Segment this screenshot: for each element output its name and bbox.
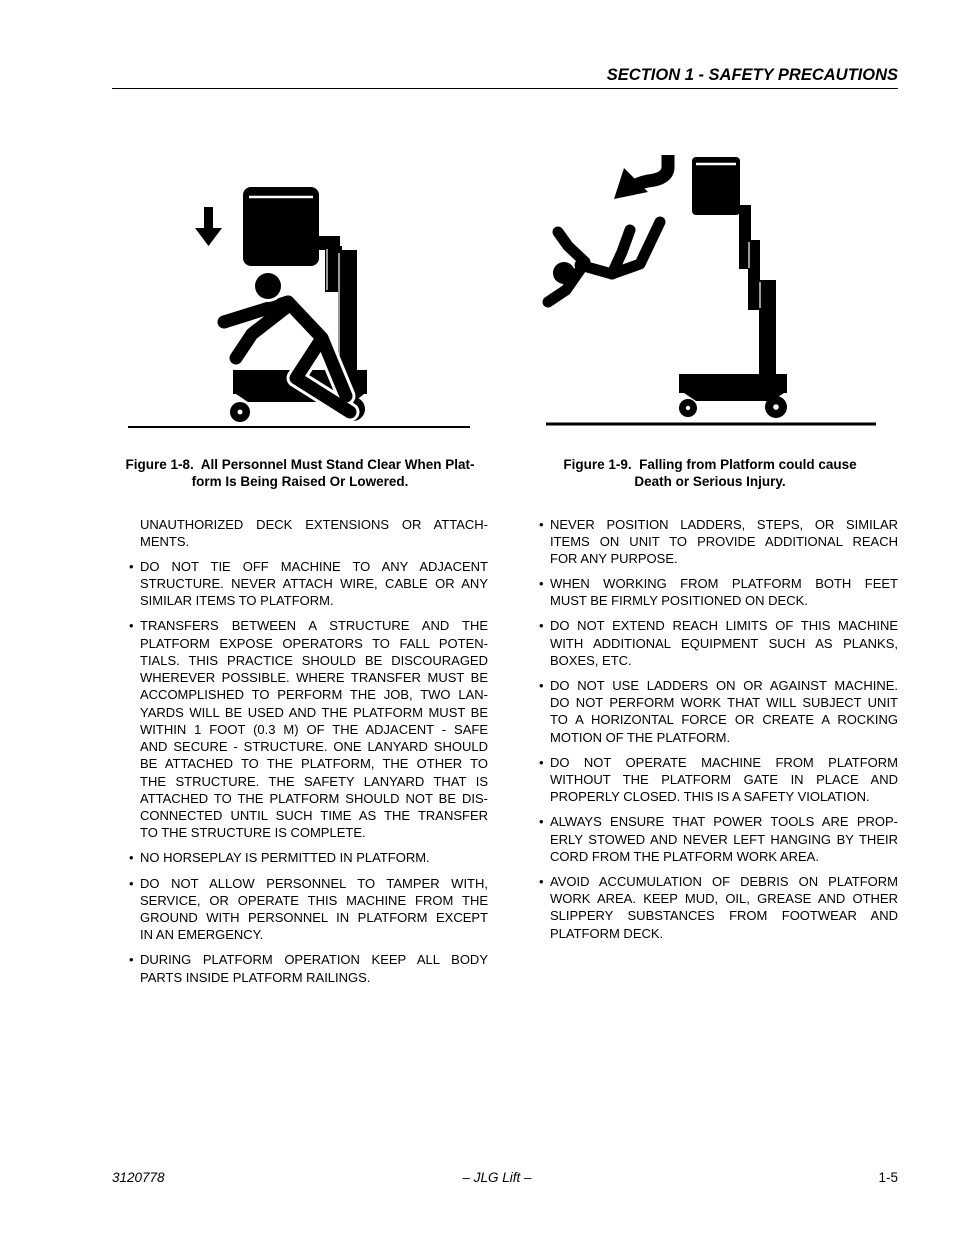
text-line: BOXES, ETC. (550, 652, 632, 668)
bullet-glyph: • (539, 576, 544, 592)
text-line: MENTS. (140, 533, 190, 549)
text-line: SERVICE, OR OPERATE THIS MACHINE FROM THE (140, 892, 488, 908)
text-line: PROPERLY CLOSED. THIS IS A SAFETY VIOLATION. (550, 789, 870, 805)
text-line: DO NOT TIE OFF MACHINE TO ANY ADJACENT (140, 558, 488, 574)
bullet-glyph: • (539, 618, 544, 634)
text-line: THE STRUCTURE. THE SAFETY LANYARD THAT IS (140, 773, 488, 789)
text-line: MOTION OF THE PLATFORM. (550, 729, 731, 745)
falling-person-icon (548, 222, 660, 302)
wheel (230, 402, 250, 422)
bullet-glyph: • (539, 677, 544, 693)
footer-publisher: – JLG Lift – (462, 1170, 532, 1185)
text-line: YARDS WILL BE USED AND THE PLATFORM MUST BE (140, 704, 488, 720)
bullet-item (128, 875, 488, 944)
bullet-item (538, 677, 898, 746)
bullet-glyph: • (539, 814, 544, 830)
text-line: WITHIN 1 FOOT (0.3 M) OF THE ADJACENT - SAFE (140, 721, 488, 737)
text-line: TRANSFERS BETWEEN A STRUCTURE AND THE (140, 618, 488, 634)
bullet-glyph: • (129, 850, 134, 866)
text-line: BE ATTACHED TO THE PLATFORM, THE OTHER TO (140, 756, 488, 772)
text-line: STRUCTURE. NEVER ATTACH WIRE, CABLE OR ANY (140, 576, 488, 592)
text-line: TIALS. THIS PRACTICE SHOULD BE DISCOURAGED (140, 652, 488, 668)
bullet-item (128, 617, 488, 841)
right-text-column (538, 516, 898, 950)
bullet-glyph: • (129, 618, 134, 634)
text-line: WITHOUT THE PLATFORM GATE IN PLACE AND (550, 772, 898, 788)
bullet-item (538, 516, 898, 568)
figure-1-9-illustration (535, 145, 885, 435)
caption-line: Death or Serious Injury. (634, 474, 786, 489)
text-line: WHEN WORKING FROM PLATFORM BOTH FEET (550, 576, 898, 592)
document-number: 3120778 (112, 1170, 165, 1185)
text-line: DO NOT PERFORM WORK THAT WILL SUBJECT UNIT (550, 695, 898, 711)
text-line: GROUND WITH PERSONNEL IN PLATFORM EXCEPT (140, 910, 488, 926)
text-line: PLATFORM EXPOSE OPERATORS TO FALL POTEN- (140, 635, 488, 651)
text-line: NEVER POSITION LADDERS, STEPS, OR SIMILAR (550, 516, 898, 532)
left-text-column (128, 516, 488, 994)
bullet-item (538, 617, 898, 669)
bullet-item (128, 951, 488, 986)
text-line: CORD FROM THE PLATFORM WORK AREA. (550, 848, 819, 864)
bullet-item (538, 813, 898, 865)
figure-1-9-caption (520, 456, 900, 490)
wheel (679, 399, 697, 417)
text-line: FOR ANY PURPOSE. (550, 551, 678, 567)
bullet-glyph: • (129, 875, 134, 891)
text-line: WITH ADDITIONAL EQUIPMENT SUCH AS PLANKS, (550, 635, 898, 651)
continued-paragraph (128, 516, 488, 551)
bullet-item (128, 849, 488, 866)
section-header: SECTION 1 - SAFETY PRECAUTIONS (606, 66, 898, 84)
bullet-glyph: • (129, 952, 134, 968)
lift-base (679, 374, 787, 401)
text-line: AND SECURE - STRUCTURE. ONE LANYARD SHOULD (140, 739, 488, 755)
text-line: NO HORSEPLAY IS PERMITTED IN PLATFORM. (140, 850, 430, 866)
caption-line: form Is Being Raised Or Lowered. (191, 474, 409, 489)
bullet-item (538, 575, 898, 610)
down-arrow-icon (195, 207, 222, 246)
text-line: WHEREVER POSSIBLE. WHERE TRANSFER MUST BE (140, 670, 488, 686)
header-rule (112, 88, 898, 89)
text-line: ATTACHED TO THE PLATFORM SHOULD NOT BE DIS- (140, 790, 488, 806)
text-line: PLATFORM DECK. (550, 925, 664, 941)
text-line: CONNECTED UNTIL SUCH TIME AS THE TRANSFER (140, 808, 488, 824)
text-line: SIMILAR ITEMS TO PLATFORM. (140, 593, 334, 609)
bullet-glyph: • (539, 873, 544, 889)
text-line: MUST BE FIRMLY POSITIONED ON DECK. (550, 593, 808, 609)
text-line: ITEMS ON UNIT TO PROVIDE ADDITIONAL REACH (550, 533, 898, 549)
figure-1-8-caption (100, 456, 500, 490)
figure-1-8-illustration (120, 150, 480, 440)
text-line: SLIPPERY SUBSTANCES FROM FOOTWEAR AND (550, 908, 898, 924)
page-number: 1-5 (878, 1170, 898, 1185)
text-line: ERLY STOWED AND NEVER LEFT HANGING BY THEIR (550, 831, 898, 847)
text-line: DURING PLATFORM OPERATION KEEP ALL BODY (140, 952, 488, 968)
bullet-glyph: • (539, 516, 544, 532)
text-line: ALWAYS ENSURE THAT POWER TOOLS ARE PROP- (550, 814, 898, 830)
bullet-item (538, 873, 898, 942)
text-line: DO NOT OPERATE MACHINE FROM PLATFORM (550, 754, 898, 770)
bullet-item (128, 558, 488, 610)
text-line: PARTS INSIDE PLATFORM RAILINGS. (140, 969, 371, 985)
text-line: AVOID ACCUMULATION OF DEBRIS ON PLATFORM (550, 873, 898, 889)
text-line: IN AN EMERGENCY. (140, 927, 264, 943)
wheel (765, 396, 787, 418)
text-line: ACCOMPLISHED TO PERFORM THE JOB, TWO LAN- (140, 687, 488, 703)
text-line: DO NOT ALLOW PERSONNEL TO TAMPER WITH, (140, 875, 488, 891)
curved-arrow-icon (614, 155, 668, 199)
bullet-glyph: • (129, 558, 134, 574)
bullet-glyph: • (539, 754, 544, 770)
lift-mast (739, 205, 776, 376)
text-line: DO NOT USE LADDERS ON OR AGAINST MACHINE. (550, 677, 898, 693)
text-line: TO THE STRUCTURE IS COMPLETE. (140, 825, 366, 841)
text-line: WORK AREA. KEEP MUD, OIL, GREASE AND OTHER (550, 891, 898, 907)
text-line: UNAUTHORIZED DECK EXTENSIONS OR ATTACH- (140, 516, 488, 532)
platform-basket (692, 157, 740, 215)
platform-basket (243, 187, 319, 266)
caption-line: Figure 1-9. Falling from Platform could cause (563, 457, 857, 472)
text-line: DO NOT EXTEND REACH LIMITS OF THIS MACHINE (550, 618, 898, 634)
bullet-item (538, 754, 898, 806)
caption-line: Figure 1-8. All Personnel Must Stand Clear When Plat- (125, 457, 475, 472)
text-line: TO A HORIZONTAL FORCE OR CREATE A ROCKING (550, 712, 898, 728)
